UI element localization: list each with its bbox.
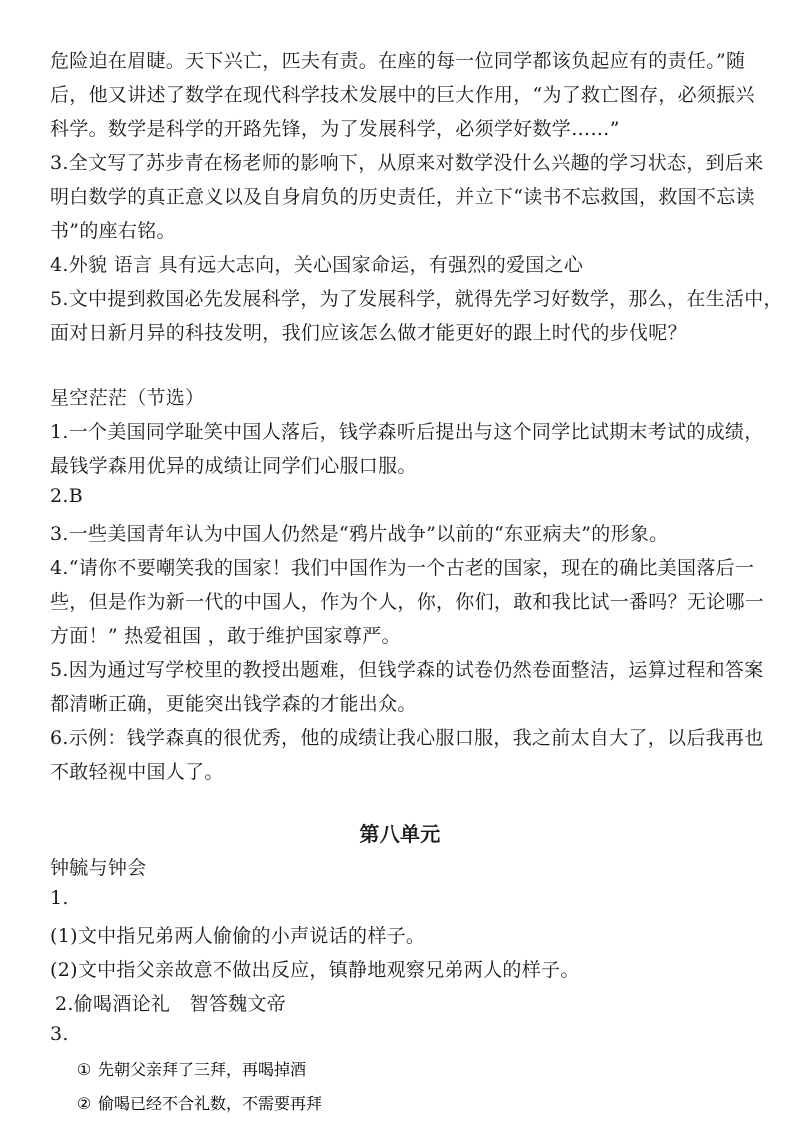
- answer-line: 4.外貌 语言 具有远大志向，关心国家命运，有强烈的爱国之心: [50, 254, 584, 276]
- circled-item: [74, 1091, 322, 1114]
- answer-line: 书”的座右铭。: [50, 220, 176, 242]
- section-title: 钟毓与钟会: [50, 857, 147, 879]
- answer-line: 最钱学森用优异的成绩让同学们心服口服。: [50, 455, 417, 477]
- unit-heading: 第八单元: [359, 822, 441, 846]
- intro-line: 科学。数学是科学的开路先锋，为了发展科学，必须学好数学……”: [50, 118, 620, 140]
- circled-number: ②: [76, 1096, 92, 1113]
- answer-line: 3.全文写了苏步青在杨老师的影响下，从原来对数学没什么兴趣的学习状态，到后来: [50, 152, 764, 174]
- answer-line: 3.一些美国青年认为中国人仍然是“鸦片战争”以前的“东亚病夫”的形象。: [50, 523, 669, 545]
- answer-line: 6.示例：钱学森真的很优秀，他的成绩让我心服口服，我之前太自大了，以后我再也: [50, 727, 764, 749]
- answer-line: 方面！” 热爱祖国 ，敢于维护国家尊严。: [50, 625, 401, 647]
- answer-line: 都清晰正确，更能突出钱学森的才能出众。: [50, 693, 417, 715]
- answer-line: 2.偷喝酒论礼 智答魏文帝: [55, 993, 287, 1015]
- answer-line: 些，但是作为新一代的中国人，作为个人，你，你们，敢和我比试一番吗？无论哪一: [50, 591, 765, 613]
- answer-line: 4.“请你不要嘲笑我的国家！我们中国作为一个古老的国家，现在的确比美国落后一: [50, 557, 755, 579]
- intro-line: 后，他又讲述了数学在现代科学技术发展中的巨大作用，“为了救亡图存，必须振兴: [50, 84, 755, 106]
- answer-line: (1)文中指兄弟两人偷偷的小声说话的样子。: [50, 925, 426, 947]
- circled-number: ①: [76, 1062, 92, 1079]
- circled-item-text: 先朝父亲拜了三拜，再喝掉酒: [98, 1062, 307, 1079]
- question-label: 1.: [50, 887, 69, 909]
- circled-item-text: 偷喝已经不合礼数，不需要再拜: [98, 1096, 323, 1113]
- circled-item: [74, 1057, 306, 1080]
- answer-line: 不敢轻视中国人了。: [50, 761, 224, 783]
- answer-line: 5.文中提到救国必先发展科学，为了发展科学，就得先学习好数学，那么，在生活中，: [50, 288, 783, 310]
- answer-line: 明白数学的真正意义以及自身肩负的历史责任，并立下“读书不忘救国，救国不忘读: [50, 186, 755, 208]
- answer-line: (2)文中指父亲故意不做出反应，镇静地观察兄弟两人的样子。: [50, 959, 580, 981]
- question-label: 3.: [50, 1023, 69, 1045]
- answer-line: 面对日新月异的科技发明，我们应该怎么做才能更好的跟上时代的步伐呢？: [50, 322, 687, 344]
- answer-line: 1.一个美国同学耻笑中国人落后，钱学森听后提出与这个同学比试期末考试的成绩，: [50, 421, 764, 443]
- intro-line: 危险迫在眉睫。天下兴亡，匹夫有责。在座的每一位同学都该负起应有的责任。”随: [50, 50, 746, 72]
- section-title: 星空茫茫（节选）: [50, 387, 205, 409]
- answer-line: 5.因为通过写学校里的教授出题难，但钱学森的试卷仍然卷面整洁，运算过程和答案: [50, 659, 764, 681]
- answer-line: 2.B: [50, 485, 83, 507]
